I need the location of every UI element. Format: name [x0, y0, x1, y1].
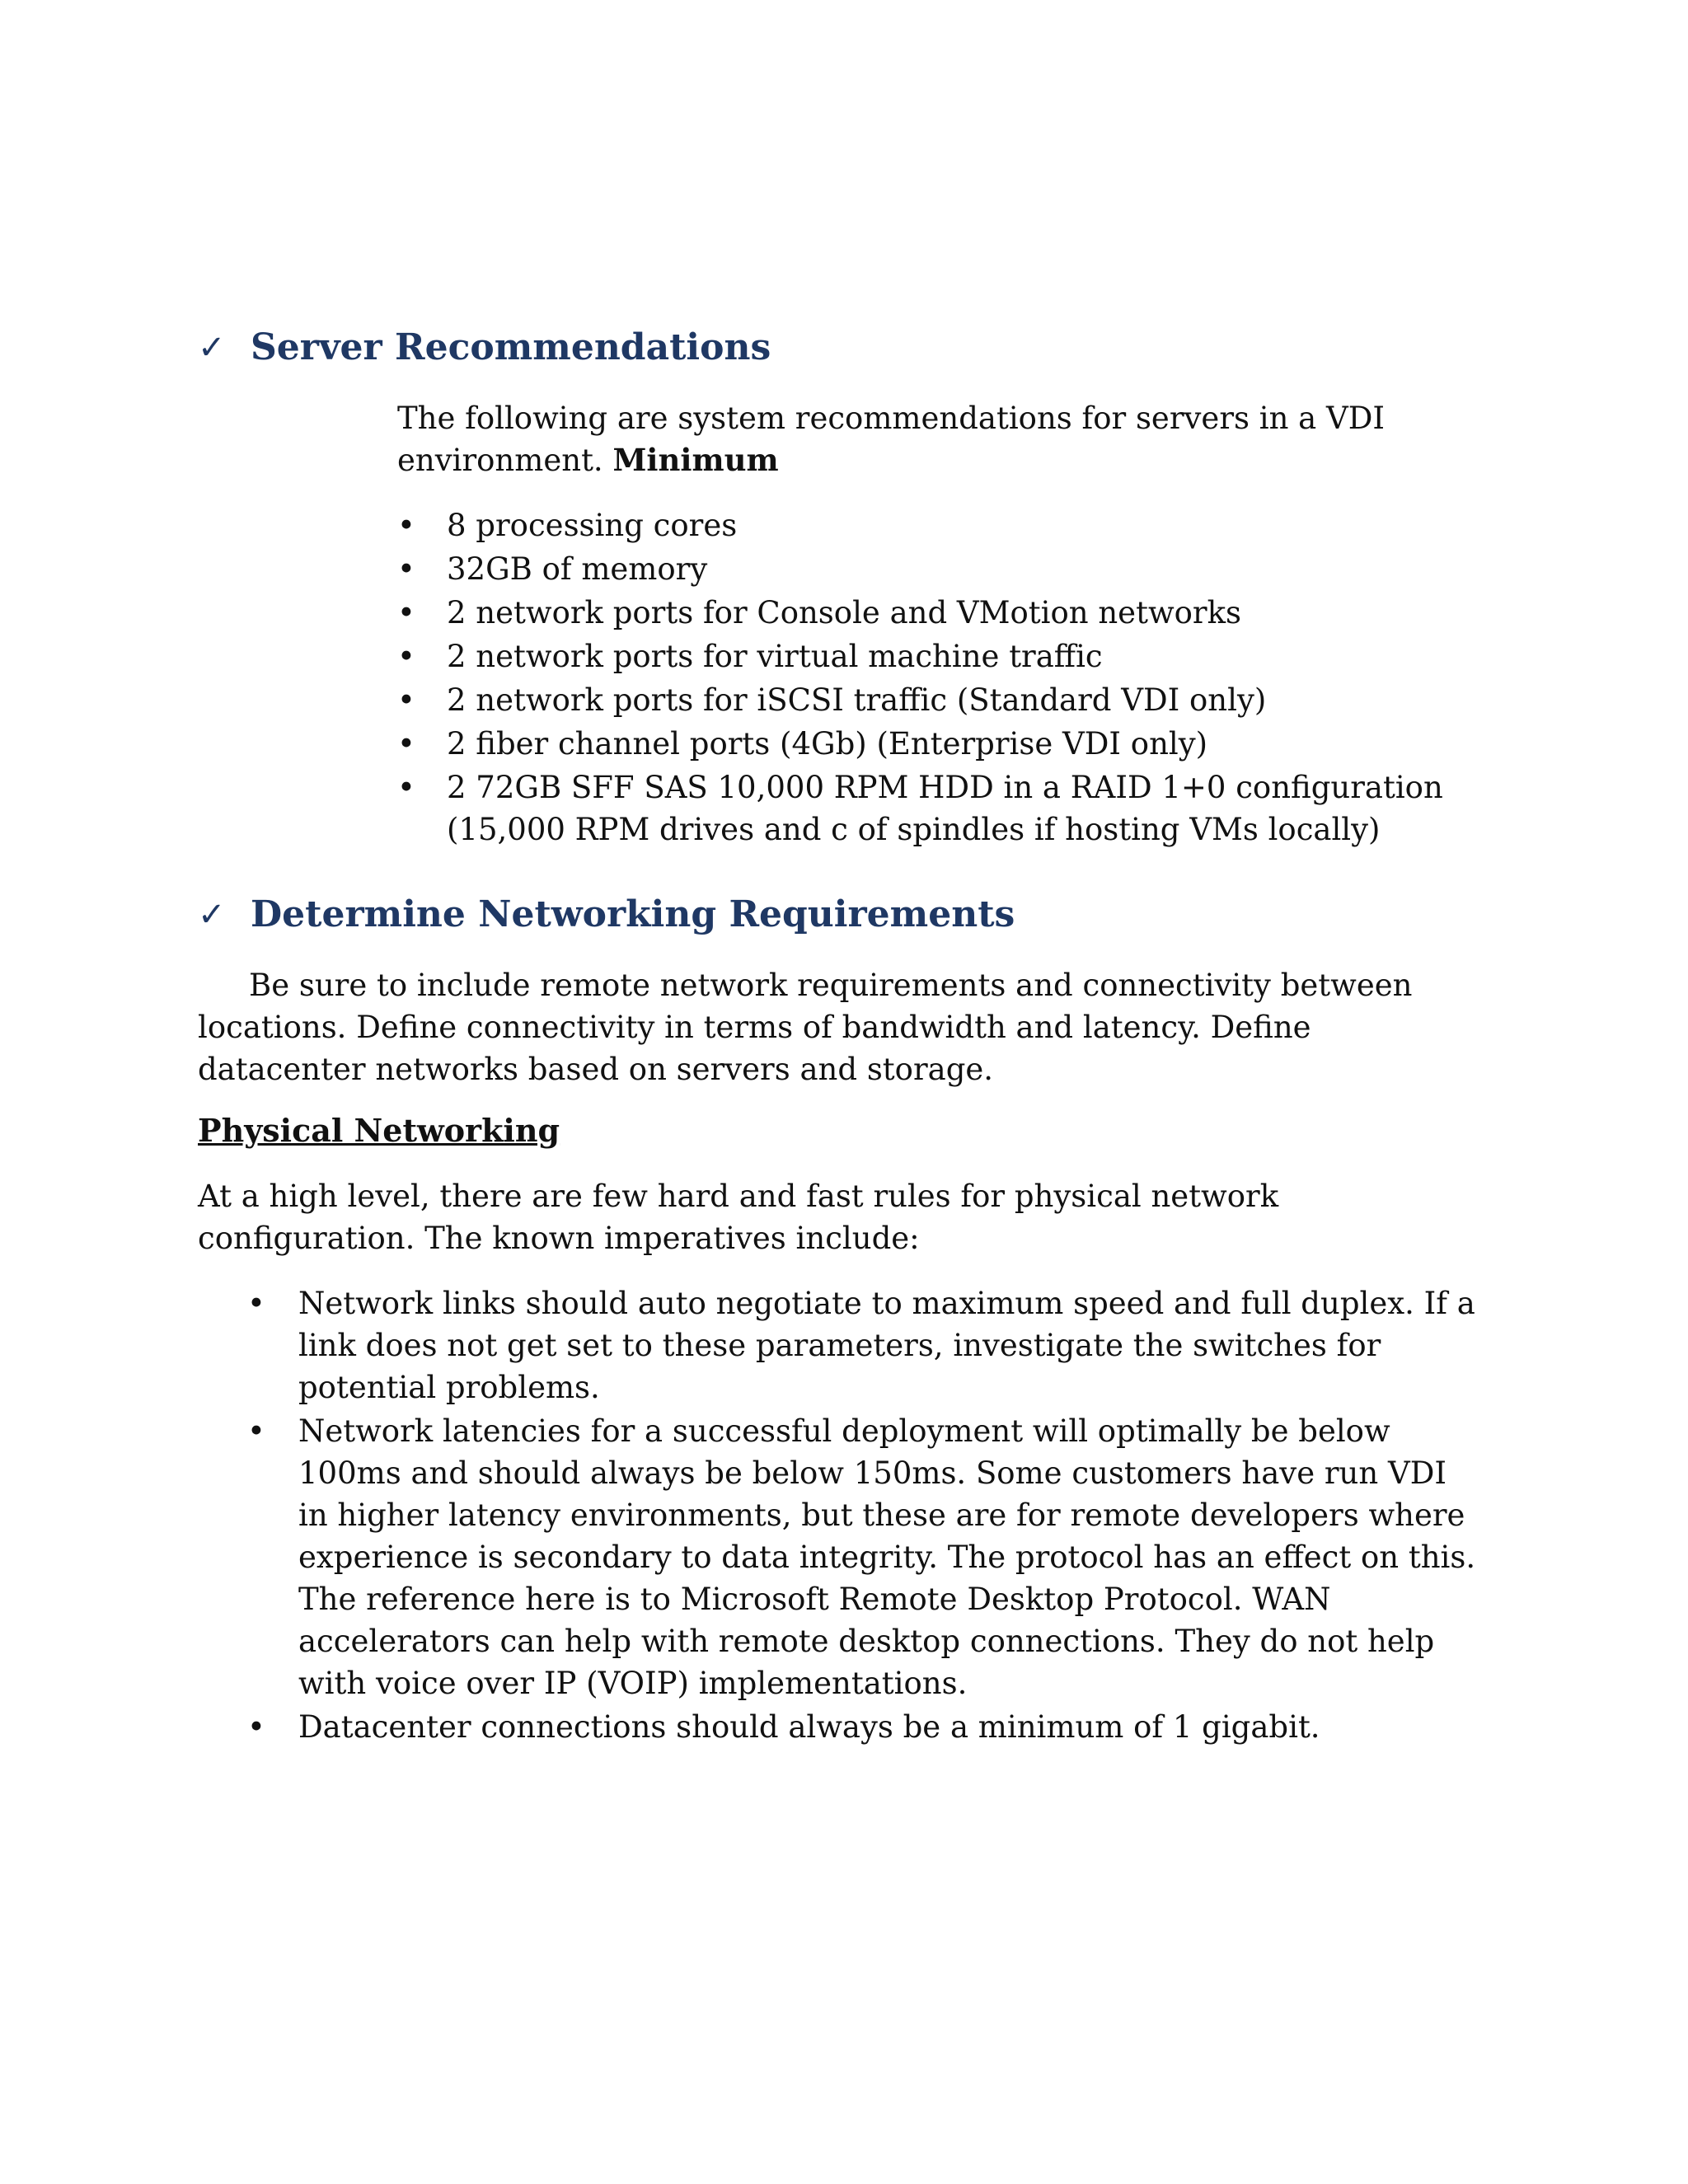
bullet-icon: •	[397, 595, 415, 630]
list-item	[397, 592, 1469, 634]
list-item-text: 32GB of memory	[447, 551, 708, 587]
list-item	[247, 1282, 1484, 1408]
bullet-icon: •	[397, 770, 415, 805]
server-requirements-list	[397, 504, 1469, 852]
list-item-text: 8 processing cores	[447, 508, 738, 543]
bullet-icon: •	[397, 551, 415, 587]
physical-networking-intro: At a high level, there are few hard and fast rules for physical network configuration. The known imperatives include:	[198, 1179, 1279, 1256]
list-item	[397, 723, 1469, 765]
list-item-text: Network latencies for a successful deployment will optimally be below 100ms and should always be below 150ms. Some customers have run VDI in higher latency environments, but these are for remote developers where experience is secondary to data integrity. The protocol has an effect on this. The reference here is to Microsoft Remote Desktop Protocol. WAN accelerators can help with remote desktop connections. They do not help with voice over IP (VOIP) implementations.	[298, 1413, 1476, 1701]
checkmark-icon: ✓	[198, 895, 226, 934]
bullet-icon: •	[397, 639, 415, 674]
list-item-text: 2 network ports for Console and VMotion networks	[447, 595, 1241, 630]
networking-intro-paragraph: Be sure to include remote network requirements and connectivity between locations. Define connectivity in terms of bandwidth and latency. Define datacenter networks based on servers and storage.	[198, 968, 1413, 1087]
server-recommendations-heading	[198, 326, 771, 368]
list-item-text: 2 network ports for iSCSI traffic (Standard VDI only)	[447, 682, 1267, 718]
list-item	[397, 766, 1469, 851]
bullet-icon: •	[397, 726, 415, 762]
list-item-text: Network links should auto negotiate to maximum speed and full duplex. If a link does not get set to these parameters, investigate the switches for potential problems.	[298, 1286, 1475, 1405]
heading-text: Server Recommendations	[251, 326, 771, 368]
bullet-icon: •	[247, 1286, 265, 1321]
checkmark-icon: ✓	[198, 328, 226, 367]
list-item	[397, 548, 1469, 590]
list-item	[397, 679, 1469, 721]
list-item-text: 2 fiber channel ports (4Gb) (Enterprise VDI only)	[447, 726, 1208, 762]
bullet-icon: •	[397, 682, 415, 718]
intro-bold-text: Minimum	[612, 442, 779, 478]
list-item-text: Datacenter connections should always be a minimum of 1 gigabit.	[298, 1709, 1320, 1745]
list-item	[397, 504, 1469, 546]
bullet-icon: •	[397, 508, 415, 543]
bullet-icon: •	[247, 1413, 265, 1449]
server-intro-paragraph	[397, 397, 1469, 481]
networking-requirements-heading	[198, 893, 1015, 935]
physical-networking-list	[247, 1282, 1484, 1750]
list-item	[247, 1410, 1484, 1704]
list-item	[397, 635, 1469, 677]
list-item	[247, 1706, 1484, 1748]
list-item-text: 2 72GB SFF SAS 10,000 RPM HDD in a RAID 1+0 configuration (15,000 RPM drives and c of spindles if hosting VMs locally)	[447, 770, 1443, 847]
heading-text: Determine Networking Requirements	[251, 893, 1015, 935]
list-item-text: 2 network ports for virtual machine traffic	[447, 639, 1103, 674]
intro-text: The following are system recommendations for servers in a VDI environment.	[397, 401, 1386, 478]
bullet-icon: •	[247, 1709, 265, 1745]
physical-networking-subheading: Physical Networking	[198, 1112, 560, 1149]
